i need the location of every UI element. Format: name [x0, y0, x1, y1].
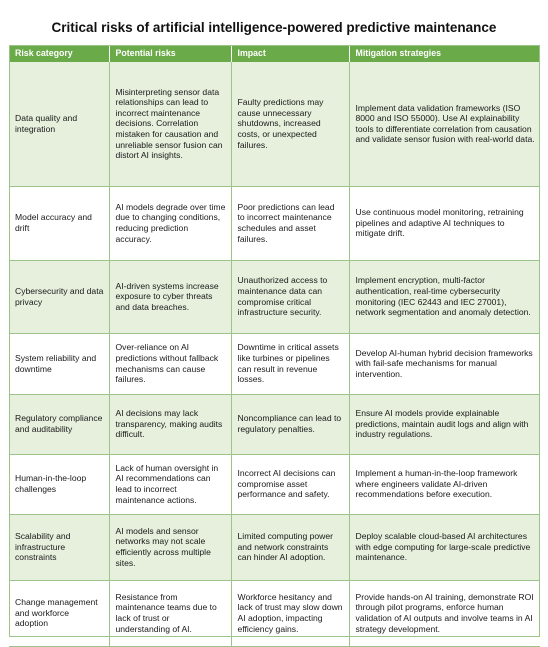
table-row — [9, 186, 540, 260]
impact-cell: Poor predictions can lead to incorrect maintenance schedules and asset failures. — [231, 186, 349, 260]
table-row — [9, 260, 540, 333]
potential-risks-cell: Over-reliance on AI predictions without fallback mechanisms can cause failures. — [109, 333, 231, 394]
column-header-risk-category: Risk category — [9, 45, 109, 62]
impact-cell: Noncompliance can lead to regulatory penalties. — [231, 394, 349, 454]
risk-category-cell: Human-in-the-loop challenges — [9, 454, 109, 514]
mitigation-cell: Develop AI-human hybrid decision frameworks with fail-safe mechanisms for manual intervention. — [349, 333, 540, 394]
risk-category-cell: Regulatory compliance and auditability — [9, 394, 109, 454]
potential-risks-cell: AI models and sensor networks may not scale efficiently across multiple sites. — [109, 514, 231, 580]
risk-table — [9, 45, 540, 647]
table-row — [9, 333, 540, 394]
potential-risks-cell: Lack of human oversight in AI recommendations can lead to incorrect maintenance actions. — [109, 454, 231, 514]
risk-category-cell: Cybersecurity and data privacy — [9, 260, 109, 333]
table-row — [9, 62, 540, 186]
column-header-potential-risks: Potential risks — [109, 45, 231, 62]
column-header-mitigation-strategies: Mitigation strategies — [349, 45, 540, 62]
table-header-row — [9, 45, 540, 62]
impact-cell: Faulty predictions may cause unnecessary shutdowns, increased costs, or unexpected failures. — [231, 62, 349, 186]
table-row — [9, 514, 540, 580]
mitigation-cell: Provide hands-on AI training, demonstrate ROI through pilot programs, enforce human validation of AI outputs and involve teams in AI strategy development. — [349, 580, 540, 646]
mitigation-cell: Ensure AI models provide explainable predictions, maintain audit logs and align with industry regulations. — [349, 394, 540, 454]
column-header-impact: Impact — [231, 45, 349, 62]
impact-cell: Unauthorized access to maintenance data can compromise critical infrastructure security. — [231, 260, 349, 333]
table-row — [9, 580, 540, 646]
impact-cell: Downtime in critical assets like turbines or pipelines can result in revenue losses. — [231, 333, 349, 394]
document-title: Critical risks of artificial intelligence-powered predictive maintenance — [51, 20, 497, 35]
risk-category-cell: Scalability and infrastructure constraints — [9, 514, 109, 580]
impact-cell: Workforce hesitancy and lack of trust may slow down AI adoption, impacting efficiency gains. — [231, 580, 349, 646]
risk-category-cell: System reliability and downtime — [9, 333, 109, 394]
risk-category-cell: Data quality and integration — [9, 62, 109, 186]
mitigation-cell: Deploy scalable cloud-based AI architectures with edge computing for large-scale predictive maintenance. — [349, 514, 540, 580]
potential-risks-cell: AI decisions may lack transparency, making audits difficult. — [109, 394, 231, 454]
potential-risks-cell: Misinterpreting sensor data relationships can lead to incorrect maintenance decisions. Correlation mistaken for causation and unreliable sensor fusion can distort AI insights. — [109, 62, 231, 186]
mitigation-cell: Implement a human-in-the-loop framework where engineers validate AI-driven recommendations before execution. — [349, 454, 540, 514]
risk-category-cell: Model accuracy and drift — [9, 186, 109, 260]
impact-cell: Limited computing power and network constraints can hinder AI adoption. — [231, 514, 349, 580]
potential-risks-cell: AI models degrade over time due to changing conditions, reducing prediction accuracy. — [109, 186, 231, 260]
mitigation-cell: Implement data validation frameworks (ISO 8000 and ISO 55000). Use AI explainability tools to differentiate correlation from causation and validate sensor fusion with real-world data. — [349, 62, 540, 186]
potential-risks-cell: AI-driven systems increase exposure to cyber threats and data breaches. — [109, 260, 231, 333]
mitigation-cell: Use continuous model monitoring, retraining pipelines and adaptive AI techniques to mitigate drift. — [349, 186, 540, 260]
potential-risks-cell: Resistance from maintenance teams due to lack of trust or understanding of AI. — [109, 580, 231, 646]
table-row — [9, 394, 540, 454]
impact-cell: Incorrect AI decisions can compromise asset performance and safety. — [231, 454, 349, 514]
table-row — [9, 454, 540, 514]
mitigation-cell: Implement encryption, multi-factor authentication, real-time cybersecurity monitoring (IEC 62443 and IEC 27001), network segmentation and anomaly detection. — [349, 260, 540, 333]
risk-category-cell: Change management and workforce adoption — [9, 580, 109, 646]
